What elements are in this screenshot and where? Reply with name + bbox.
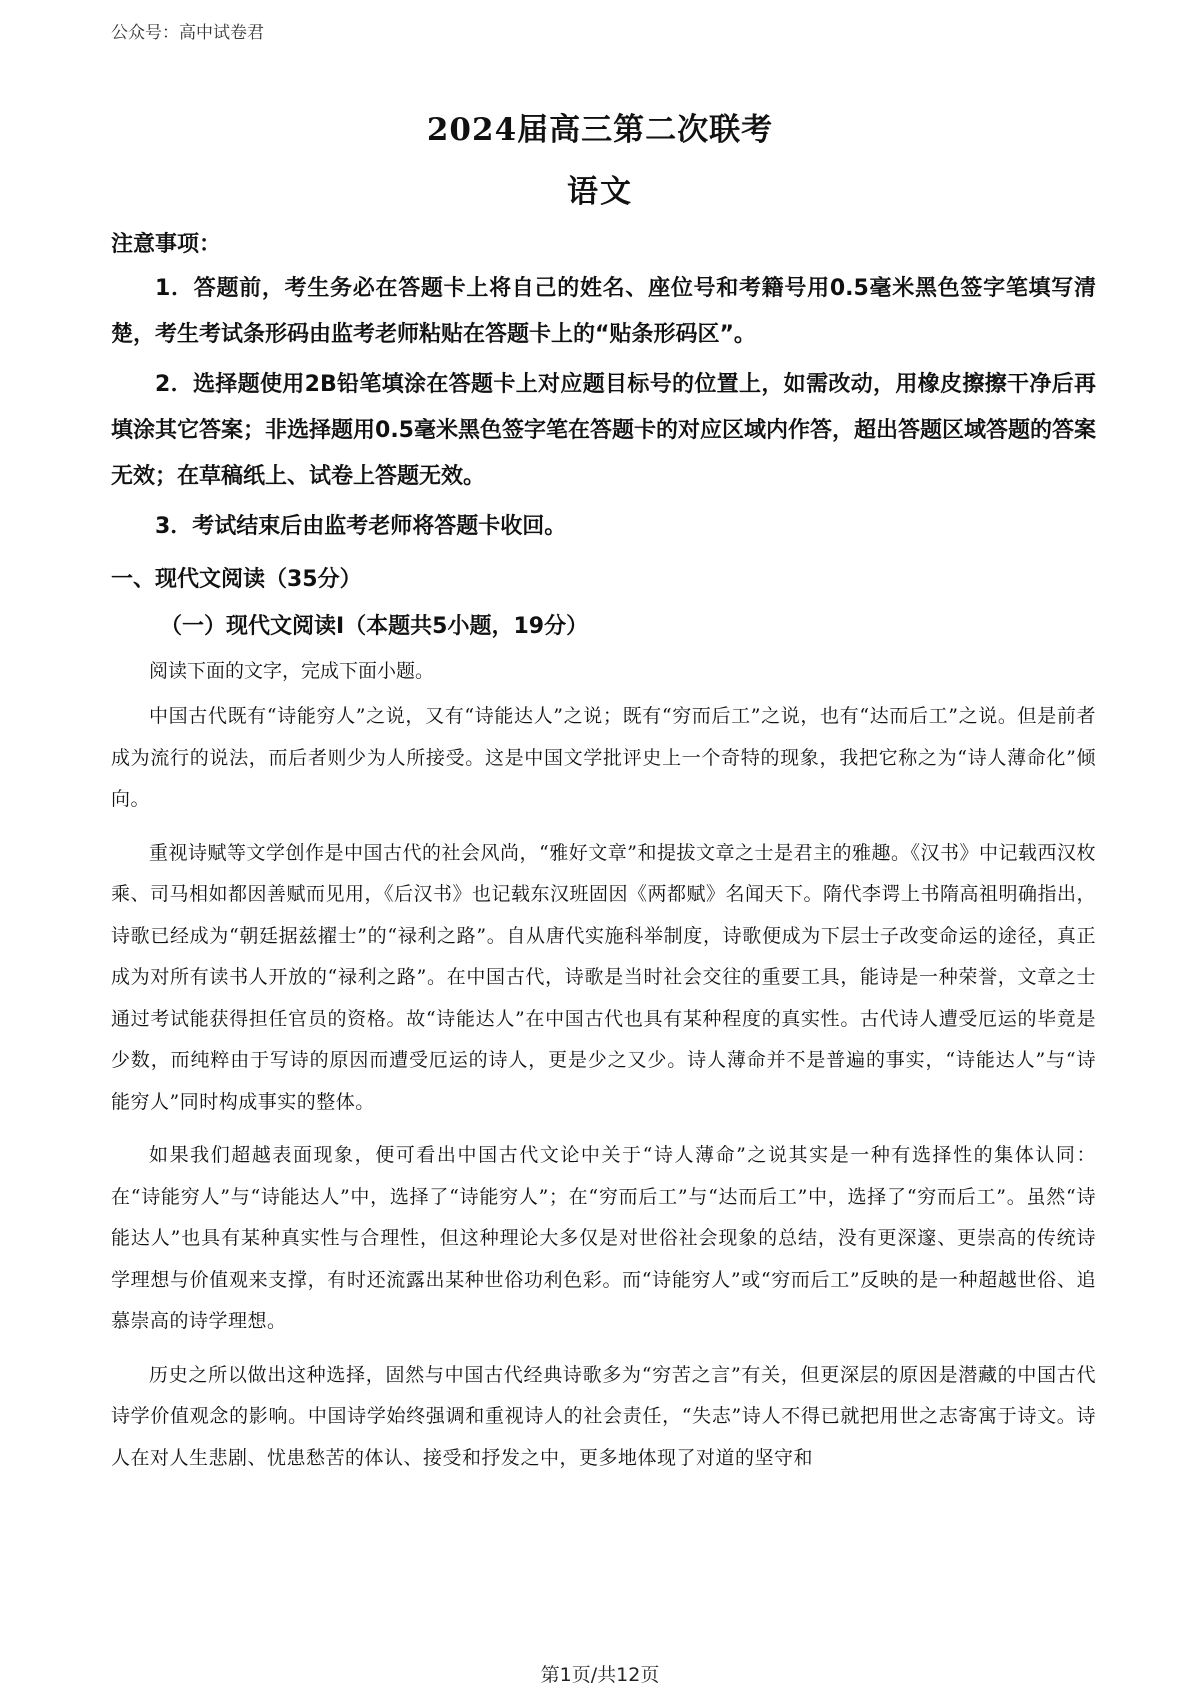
notice-item-1: 1．答题前，考生务必在答题卡上将自己的姓名、座位号和考籍号用0.5毫米黑色签字笔填写清楚，考生考试条形码由监考老师粘贴在答题卡上的“贴条形码区”。 xyxy=(111,276,1096,347)
exam-subject: 语文 xyxy=(567,174,633,210)
passage-paragraph-3: 如果我们超越表面现象，便可看出中国古代文论中关于“诗人薄命”之说其实是一种有选择性的集体认同：在“诗能穷人”与“诗能达人”中，选择了“诗能穷人”；在“穷而后工”与“达而后工”中，选择了“穷而后工”。虽然“诗能达人”也具有某种真实性与合理性，但这种理论大多仅是对世俗社会现象的总结，没有更深邃、更崇高的传统诗学理想与价值观来支撑，有时还流露出某种世俗功利色彩。而“诗能穷人”或“穷而后工”反映的是一种超越世俗、追慕崇高的诗学理想。 xyxy=(111,1144,1096,1332)
notice-item-2: 2．选择题使用2B铅笔填涂在答题卡上对应题目标号的位置上，如需改动，用橡皮擦擦干净后再填涂其它答案；非选择题用0.5毫米黑色签字笔在答题卡的对应区域内作答，超出答题区域答题的答案无效；在草稿纸上、试卷上答题无效。 xyxy=(111,372,1096,489)
watermark-text: 公众号：高中试卷君 xyxy=(111,23,264,43)
page-number: 第1页/共12页 xyxy=(540,1664,660,1686)
notice-block xyxy=(111,228,1096,550)
reading-instruction: 阅读下面的文字，完成下面小题。 xyxy=(149,660,435,682)
notice-heading: 注意事项： xyxy=(111,232,222,257)
reading-passage xyxy=(111,652,1096,1491)
section-heading: 一、现代文阅读（35分） xyxy=(111,567,362,592)
subsection-heading: （一）现代文阅读Ⅰ（本题共5小题，19分） xyxy=(160,614,589,639)
exam-title: 2024届高三第二次联考 xyxy=(426,112,774,148)
passage-paragraph-1: 中国古代既有“诗能穷人”之说，又有“诗能达人”之说；既有“穷而后工”之说，也有“达而后工”之说。但是前者成为流行的说法，而后者则少为人所接受。这是中国文学批评史上一个奇特的现象，我把它称之为“诗人薄命化”倾向。 xyxy=(111,705,1096,810)
passage-paragraph-4: 历史之所以做出这种选择，固然与中国古代经典诗歌多为“穷苦之言”有关，但更深层的原因是潜藏的中国古代诗学价值观念的影响。中国诗学始终强调和重视诗人的社会责任，“失志”诗人不得已就把用世之志寄寓于诗文。诗人在对人生悲剧、忧患愁苦的体认、接受和抒发之中，更多地体现了对道的坚守和 xyxy=(111,1363,1096,1469)
notice-item-3: 3．考试结束后由监考老师将答题卡收回。 xyxy=(155,514,567,539)
passage-paragraph-2: 重视诗赋等文学创作是中国古代的社会风尚，“雅好文章”和提拔文章之士是君主的雅趣。《汉书》中记载西汉枚乘、司马相如都因善赋而见用，《后汉书》也记载东汉班固因《两都赋》名闻天下。隋代李谔上书隋高祖明确指出，诗歌已经成为“朝廷据兹擢士”的“禄利之路”。自从唐代实施科举制度，诗歌便成为下层士子改变命运的途径，真正成为对所有读书人开放的“禄利之路”。在中国古代，诗歌是当时社会交往的重要工具，能诗是一种荣誉，文章之士通过考试能获得担任官员的资格。故“诗能达人”在中国古代也具有某种程度的真实性。古代诗人遭受厄运的毕竟是少数，而纯粹由于写诗的原因而遭受厄运的诗人，更是少之又少。诗人薄命并不是普遍的事实，“诗能达人”与“诗能穷人”同时构成事实的整体。 xyxy=(111,841,1097,1113)
